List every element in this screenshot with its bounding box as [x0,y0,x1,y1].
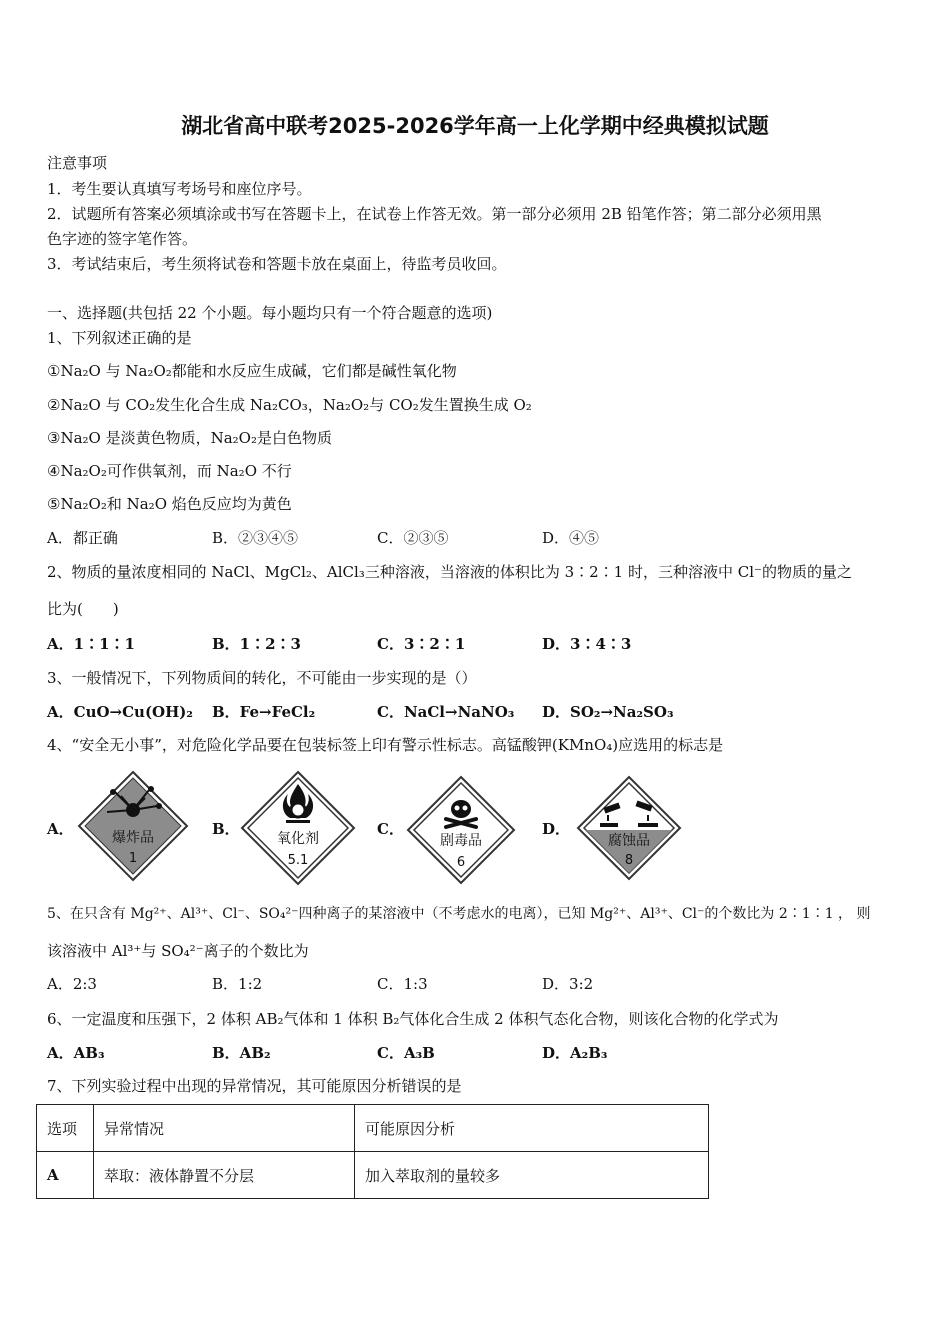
q3-option-c[interactable]: C．NaCl→NaNO₃ [377,703,515,721]
q6-option-d[interactable]: D．A₂B₃ [542,1044,608,1062]
notice-heading: 注意事项 [47,154,108,172]
q4-option-a[interactable]: A． [47,820,74,838]
hazard-sign-label: 氧化剂 [277,831,319,847]
q1-option-c[interactable]: C．②③⑤ [377,529,449,547]
q2-stem: 2、物质的量浓度相同的 NaCl、MgCl₂、AlCl₃三种溶液，当溶液的体积比为 3∶2∶1 时，三种溶液中 Cl⁻的物质的量之 [47,563,852,581]
q2-option-b[interactable]: B．1∶2∶3 [212,635,301,653]
q5-option-d[interactable]: D．3:2 [542,975,594,993]
q3-option-a[interactable]: A．CuO→Cu(OH)₂ [47,703,193,721]
section-heading: 一、选择题(共包括 22 个小题。每小题均只有一个符合题意的选项) [47,304,493,322]
notice-item: 3．考试结束后，考生须将试卷和答题卡放在桌面上，待监考员收回。 [47,255,507,273]
q1-statement: ④Na₂O₂可作供氧剂，而 Na₂O 不行 [47,462,292,480]
q1-stem: 1、下列叙述正确的是 [47,329,192,347]
q4-option-b[interactable]: B． [212,820,240,838]
q4-option-c[interactable]: C． [377,820,404,838]
q3-stem: 3、一般情况下，下列物质间的转化，不可能由一步实现的是（） [47,669,477,687]
hazard-sign-class: 8 [624,853,634,868]
q6-option-c[interactable]: C．A₃B [377,1044,435,1062]
q2-stem-cont: 比为( ) [47,600,119,618]
q5-option-a[interactable]: A．2:3 [47,975,97,993]
q6-stem: 6、一定温度和压强下，2 体积 AB₂气体和 1 体积 B₂气体化合生成 2 体积气态化合物，则该化合物的化学式为 [47,1010,779,1028]
q1-option-d[interactable]: D．④⑤ [542,529,600,547]
notice-item: 1．考生要认真填写考场号和座位序号。 [47,180,312,198]
q1-statement: ③Na₂O 是淡黄色物质，Na₂O₂是白色物质 [47,429,332,447]
q5-stem-cont: 该溶液中 Al³⁺与 SO₄²⁻离子的个数比为 [47,942,309,960]
page-title: 湖北省高中联考2025-2026学年高一上化学期中经典模拟试题 [181,114,769,138]
q6-option-b[interactable]: B．AB₂ [212,1044,271,1062]
notice-item: 色字迹的签字笔作答。 [47,230,198,248]
hazard-sign-class: 6 [456,855,466,870]
q2-option-a[interactable]: A．1∶1∶1 [47,635,135,653]
q1-option-a[interactable]: A．都正确 [47,529,118,547]
q1-statement: ⑤Na₂O₂和 Na₂O 焰色反应均为黄色 [47,495,292,513]
table-cell: 加入萃取剂的量较多 [355,1152,709,1199]
hazard-sign-label: 剧毒品 [440,833,482,849]
table-header-cell: 选项 [37,1105,94,1152]
q2-option-c[interactable]: C．3∶2∶1 [377,635,466,653]
hazard-sign-explosive[interactable] [77,770,189,882]
q2-option-d[interactable]: D．3∶4∶3 [542,635,632,653]
table-header-cell: 可能原因分析 [355,1105,709,1152]
hazard-sign-oxidizer[interactable] [240,770,356,886]
table-cell: 萃取：液体静置不分层 [94,1152,355,1199]
table-header-cell: 异常情况 [94,1105,355,1152]
q5-option-c[interactable]: C．1:3 [377,975,428,993]
hazard-sign-class: 5.1 [287,853,309,868]
hazard-sign-corrosive[interactable] [576,775,682,881]
hazard-sign-class: 1 [128,851,138,866]
hazard-sign-label: 爆炸品 [112,830,154,846]
q4-stem: 4、“安全无小事”，对危险化学品要在包装标签上印有警示性标志。高锰酸钾(KMnO₄)应选用的标志是 [47,736,724,754]
hazard-sign-label: 腐蚀品 [608,833,650,849]
hazard-sign-toxic[interactable] [406,775,516,885]
q7-stem: 7、下列实验过程中出现的异常情况，其可能原因分析错误的是 [47,1077,462,1095]
table-header-row [37,1105,709,1152]
notice-item: 2．试题所有答案必须填涂或书写在答题卡上，在试卷上作答无效。第一部分必须用 2B 铅笔作答；第二部分必须用黑 [47,205,822,223]
q3-option-d[interactable]: D．SO₂→Na₂SO₃ [542,703,674,721]
q1-statement: ②Na₂O 与 CO₂发生化合生成 Na₂CO₃，Na₂O₂与 CO₂发生置换生成 O₂ [47,396,532,414]
table-cell: A [37,1152,94,1199]
q4-option-d[interactable]: D． [542,820,571,838]
q1-statement: ①Na₂O 与 Na₂O₂都能和水反应生成碱，它们都是碱性氧化物 [47,362,457,380]
q1-option-b[interactable]: B．②③④⑤ [212,529,299,547]
table-row [37,1152,709,1199]
q6-option-a[interactable]: A．AB₃ [47,1044,105,1062]
q5-stem: 5、在只含有 Mg²⁺、Al³⁺、Cl⁻、SO₄²⁻四种离子的某溶液中（不考虑水的电离），已知 Mg²⁺、Al³⁺、Cl⁻的个数比为 2∶1∶1 ， 则 [47,906,871,922]
q3-option-b[interactable]: B．Fe→FeCl₂ [212,703,316,721]
q7-table [36,1104,709,1199]
q5-option-b[interactable]: B．1:2 [212,975,263,993]
